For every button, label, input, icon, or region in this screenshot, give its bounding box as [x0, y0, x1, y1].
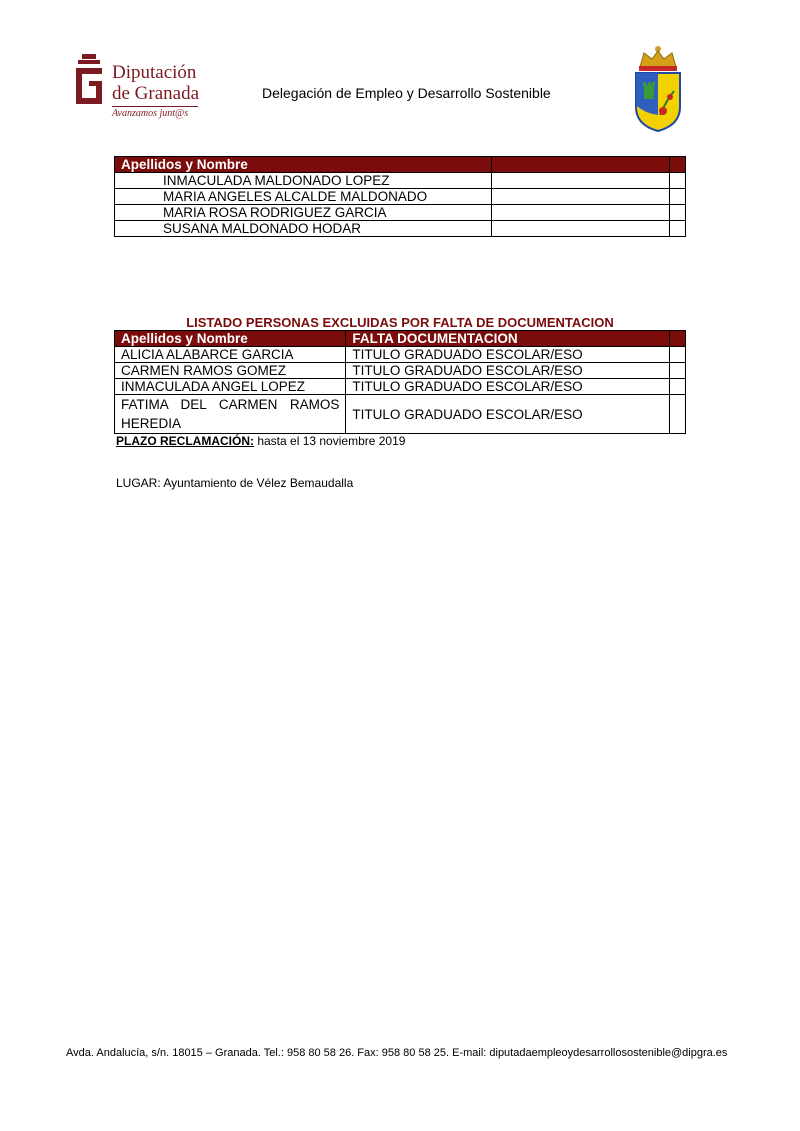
claim-deadline-label: PLAZO RECLAMACIÓN: [116, 434, 254, 448]
admitted-persons-table [114, 156, 686, 237]
person-name-cell: INMACULADA MALDONADO LOPEZ [115, 173, 492, 189]
person-name-cell: INMACULADA ANGEL LOPEZ [115, 379, 346, 395]
excluded-list-title: LISTADO PERSONAS EXCLUIDAS POR FALTA DE DOCUMENTACION [186, 315, 614, 330]
missing-doc-cell: TITULO GRADUADO ESCOLAR/ESO [346, 363, 670, 379]
table-row [115, 173, 686, 189]
column-header-name: Apellidos y Nombre [115, 331, 346, 347]
table-row [115, 363, 686, 379]
table-row [115, 395, 686, 434]
column-header-empty [491, 157, 670, 173]
empty-cell [491, 189, 670, 205]
municipal-crest-icon [630, 45, 686, 133]
table-row [115, 379, 686, 395]
missing-doc-cell: TITULO GRADUADO ESCOLAR/ESO [346, 347, 670, 363]
page-footer: Avda. Andalucía, s/n. 18015 – Granada. Tel.: 958 80 58 26. Fax: 958 80 58 25. E-mail: diputadaempleoydesarrollosostenible@dipgra.es [66, 1047, 728, 1059]
column-header-empty [669, 331, 685, 347]
empty-cell [669, 363, 685, 379]
table-header-row [115, 331, 686, 347]
org-name-line2: de Granada [112, 83, 200, 104]
empty-cell [491, 173, 670, 189]
empty-cell [670, 221, 686, 237]
empty-cell [669, 379, 685, 395]
column-header-empty [670, 157, 686, 173]
empty-cell [670, 189, 686, 205]
diputacion-g-emblem-icon [72, 54, 106, 106]
table-row [115, 189, 686, 205]
person-name-cell: FATIMA DEL CARMEN RAMOS HEREDIA [115, 395, 346, 434]
logo-divider [112, 106, 198, 107]
empty-cell [670, 173, 686, 189]
excluded-persons-table [114, 330, 686, 434]
missing-doc-cell: TITULO GRADUADO ESCOLAR/ESO [346, 379, 670, 395]
person-name-cell: MARIA ROSA RODRIGUEZ GARCIA [115, 205, 492, 221]
empty-cell [491, 205, 670, 221]
org-name-line1: Diputación [112, 62, 197, 83]
person-name-cell: CARMEN RAMOS GOMEZ [115, 363, 346, 379]
person-name-cell: MARIA ANGELES ALCALDE MALDONADO [115, 189, 492, 205]
missing-doc-cell: TITULO GRADUADO ESCOLAR/ESO [346, 395, 670, 434]
location-text: LUGAR: Ayuntamiento de Vélez Bemaudalla [116, 476, 354, 490]
table-header-row [115, 157, 686, 173]
page-header-title: Delegación de Empleo y Desarrollo Sostenible [262, 85, 551, 101]
claim-deadline [116, 434, 405, 448]
person-name-cell: ALICIA ALABARCE GARCIA [115, 347, 346, 363]
diputacion-logo [72, 52, 202, 120]
column-header-name: Apellidos y Nombre [115, 157, 492, 173]
table-row [115, 347, 686, 363]
empty-cell [670, 205, 686, 221]
table-row [115, 205, 686, 221]
claim-deadline-text: hasta el 13 noviembre 2019 [254, 434, 406, 448]
empty-cell [491, 221, 670, 237]
empty-cell [669, 395, 685, 434]
table-row [115, 221, 686, 237]
column-header-missing-doc: FALTA DOCUMENTACION [346, 331, 670, 347]
empty-cell [669, 347, 685, 363]
person-name-cell: SUSANA MALDONADO HODAR [115, 221, 492, 237]
org-slogan: Avanzamos junt@s [112, 108, 189, 119]
